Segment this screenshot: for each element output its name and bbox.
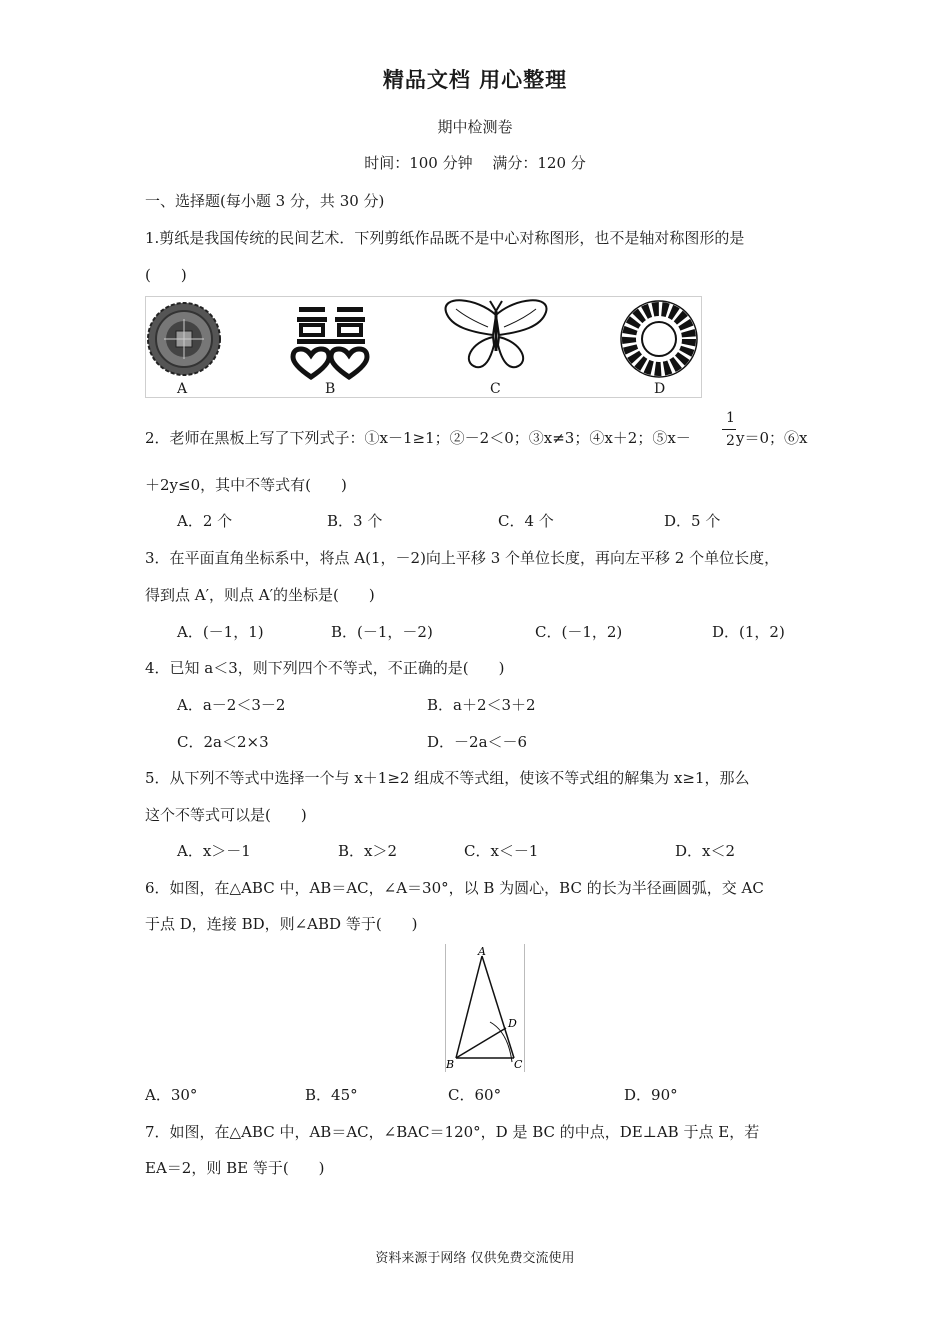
papercut-c-image <box>446 300 547 367</box>
vertex-label-d: D <box>508 1017 517 1030</box>
q6-option-a: A．30° <box>145 1086 198 1104</box>
q3-option-c: C．(－1，2) <box>535 623 623 641</box>
q3-text-line2: 得到点 A′，则点 A′的坐标是( ) <box>145 586 375 604</box>
q1-text-line1: 1.剪纸是我国传统的民间艺术．下列剪纸作品既不是中心对称图形，也不是轴对称图形的是 <box>145 229 745 247</box>
q6-option-b: B．45° <box>305 1086 358 1104</box>
q5-option-c: C．x＜－1 <box>464 842 539 860</box>
q7-text-line1: 7．如图，在△ABC 中，AB＝AC，∠BAC＝120°，D 是 BC 的中点，DE⊥AB 于点 E，若 <box>145 1123 760 1141</box>
q5-text-line1: 5．从下列不等式中选择一个与 x＋1≥2 组成不等式组，使该不等式组的解集为 x≥1，那么 <box>145 769 750 787</box>
q3-option-a: A．(－1，1) <box>177 623 264 641</box>
q3-option-d: D．(1，2) <box>712 623 785 641</box>
q6-triangle-figure <box>445 944 525 1072</box>
q4-option-d: D．－2a＜－6 <box>427 733 528 751</box>
q5-option-b: B．x＞2 <box>338 842 398 860</box>
q6-text-line1: 6．如图，在△ABC 中，AB＝AC，∠A＝30°，以 B 为圆心，BC 的长为半径画圆弧，交 AC <box>145 879 764 897</box>
q4-option-b: B．a＋2＜3＋2 <box>427 696 536 714</box>
vertex-label-b: B <box>446 1058 455 1071</box>
exam-time-score: 时间：100 分钟 满分：120 分 <box>364 154 586 172</box>
fraction-denominator: 2 <box>726 433 735 449</box>
q2-text-line2: ＋2y≤0，其中不等式有( ) <box>145 476 347 494</box>
q5-text-line2: 这个不等式可以是( ) <box>145 806 307 824</box>
papercut-a-image <box>148 303 220 375</box>
q2-text-line1b: y＝0；⑥x <box>736 429 808 447</box>
papercut-b-image <box>293 307 367 377</box>
q5-option-d: D．x＜2 <box>675 842 736 860</box>
q1-figure <box>145 296 702 398</box>
vertex-label-c: C <box>514 1058 523 1071</box>
vertex-label-a: A <box>478 945 486 958</box>
page-header: 精品文档 用心整理 <box>382 67 568 92</box>
q2-text-line1a: 2．老师在黑板上写了下列式子：①x－1≥1；②－2＜0；③x≠3；④x＋2；⑤x－ <box>145 429 691 447</box>
q3-option-b: B．(－1，－2) <box>331 623 433 641</box>
figure-label-d: D <box>654 381 666 397</box>
q2-option-c: C．4 个 <box>498 512 554 530</box>
page-footer: 资料来源于网络 仅供免费交流使用 <box>375 1251 575 1266</box>
q6-option-c: C．60° <box>448 1086 502 1104</box>
section-heading: 一、选择题(每小题 3 分，共 30 分) <box>145 192 385 210</box>
figure-label-c: C <box>490 381 501 397</box>
figure-label-b: B <box>325 381 336 397</box>
q4-option-a: A．a－2＜3－2 <box>177 696 286 714</box>
figure-label-a: A <box>177 381 188 397</box>
q6-option-d: D．90° <box>624 1086 678 1104</box>
q4-text-line1: 4．已知 a＜3，则下列四个不等式，不正确的是( ) <box>145 659 505 677</box>
q3-text-line1: 3．在平面直角坐标系中，将点 A(1，－2)向上平移 3 个单位长度，再向左平移 2 个单位长度， <box>145 549 780 567</box>
q2-option-a: A．2 个 <box>177 512 233 530</box>
q7-text-line2: EA＝2，则 BE 等于( ) <box>145 1159 325 1177</box>
fraction-bar <box>722 429 736 430</box>
q5-option-a: A．x＞－1 <box>177 842 251 860</box>
q1-text-line2: ( ) <box>145 266 187 284</box>
papercut-d-image <box>621 301 697 377</box>
q4-option-c: C．2a＜2×3 <box>177 733 269 751</box>
exam-title: 期中检测卷 <box>437 118 513 136</box>
fraction-numerator: 1 <box>726 410 735 426</box>
q6-text-line2: 于点 D，连接 BD，则∠ABD 等于( ) <box>145 915 418 933</box>
q2-option-d: D．5 个 <box>664 512 721 530</box>
q2-option-b: B．3 个 <box>327 512 383 530</box>
